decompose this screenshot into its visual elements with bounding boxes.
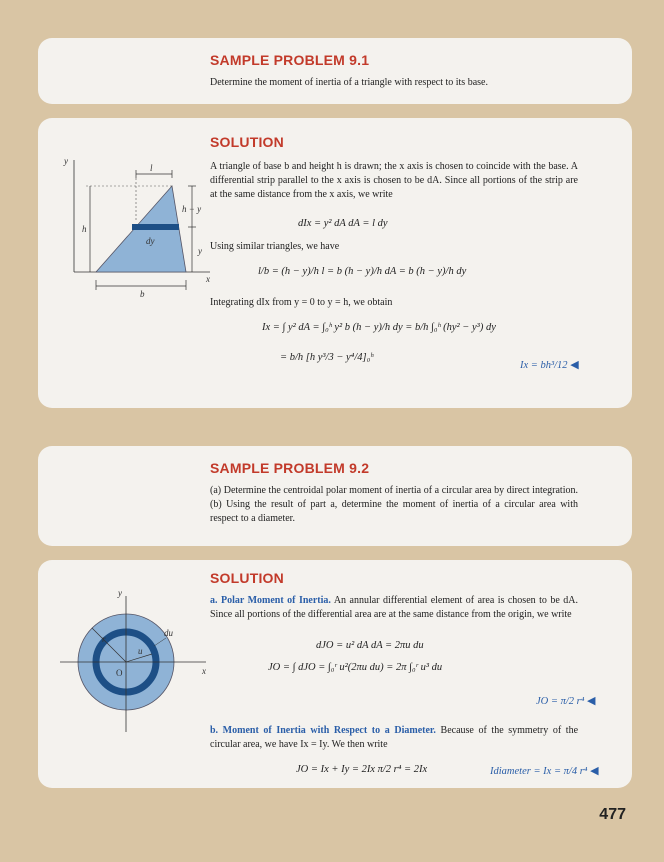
part-a-text: An annular differential element of area is chosen to be dA. Since all portions of the differential area are at the same distance from the origin, we write xyxy=(210,595,578,620)
solution2-eq2: JO = ∫ dJO = ∫₀ʳ u²(2πu du) = 2π ∫₀ʳ u³ du xyxy=(268,662,443,673)
answer-a-value: JO = π/2 r⁴ xyxy=(536,696,585,707)
problem2-statement: (a) Determine the centroidal polar moment of inertia of a circular area by direct integration. (b) Using the result of part a, determine the moment of inertia of a circular area with respect to a diameter. xyxy=(210,485,578,524)
diagram1-b-label: b xyxy=(140,289,145,299)
solution2-title: SOLUTION xyxy=(210,570,284,586)
solution2-part-a xyxy=(210,594,578,622)
answer-a-triangle-icon: ◀ xyxy=(587,695,596,707)
problem2-title: SAMPLE PROBLEM 9.2 xyxy=(210,460,370,476)
problem1-title: SAMPLE PROBLEM 9.1 xyxy=(210,52,370,68)
diagram1-y-label: y xyxy=(64,156,68,166)
problem1-panel xyxy=(38,38,632,104)
part-a-label: a. Polar Moment of Inertia. xyxy=(210,595,331,606)
diagram1-dy-label: dy xyxy=(146,236,155,246)
diagram1-x-label: x xyxy=(206,274,210,284)
diagram2-origin-label: O xyxy=(116,668,123,678)
solution1-similar: Using similar triangles, we have xyxy=(210,241,340,252)
solution1-title: SOLUTION xyxy=(210,134,284,150)
solution2-answer-b xyxy=(490,764,599,777)
answer-triangle-icon: ◀ xyxy=(570,359,579,371)
solution1-eq4: = b/h [h y³/3 − y⁴/4]₀ʰ xyxy=(280,352,374,363)
problem1-statement: Determine the moment of inertia of a triangle with respect to its base. xyxy=(210,77,488,88)
solution2-eq1: dJO = u² dA dA = 2πu du xyxy=(316,640,424,651)
triangle-diagram xyxy=(60,150,220,300)
solution1-intro: A triangle of base b and height h is drawn; the x axis is chosen to coincide with the base. A differential strip parallel to the x axis is chosen to be dA. Since all portions of the strip are at the same distance from the x axis, we write xyxy=(210,161,578,200)
diagram2-r-label: r xyxy=(102,634,106,644)
answer-value: Ix = bh³/12 xyxy=(520,360,568,371)
solution1-eq3: Ix = ∫ y² dA = ∫₀ʰ y² b (h − y)/h dy = b/h ∫₀ʰ (hy² − y³) dy xyxy=(262,322,496,333)
solution2-answer-a xyxy=(536,694,595,707)
solution1-answer xyxy=(520,358,579,371)
part-b-text: Because of the symmetry of the circular area, we have Ix = Iy. We then write xyxy=(210,725,579,750)
diagram2-x-label: x xyxy=(202,666,206,676)
diagram1-h-label: h xyxy=(82,224,87,234)
diagram1-yv-label: y xyxy=(198,246,202,256)
solution1-eq2: l/b = (h − y)/h l = b (h − y)/h dA = b (h − y)/h dy xyxy=(258,266,467,277)
differential-strip xyxy=(132,224,179,230)
page-number: 477 xyxy=(599,806,626,823)
circle-diagram xyxy=(56,582,216,742)
diagram2-u-label: u xyxy=(138,646,143,656)
solution2-eq3: JO = Ix + Iy = 2Ix π/2 r⁴ = 2Ix xyxy=(296,764,428,775)
solution1-eq1: dIx = y² dA dA = l dy xyxy=(298,218,388,229)
diagram1-l-label: l xyxy=(150,163,153,173)
part-b-label: b. Moment of Inertia with Respect to a Diameter. xyxy=(210,725,436,736)
answer-b-value: Idiameter = Ix = π/4 r⁴ xyxy=(490,766,588,777)
answer-b-triangle-icon: ◀ xyxy=(590,765,599,777)
diagram1-hy-label: h − y xyxy=(182,204,202,214)
diagram2-du-label: du xyxy=(164,628,173,638)
solution2-part-b xyxy=(210,724,578,752)
diagram2-y-label: y xyxy=(118,588,122,598)
solution1-integrating: Integrating dIx from y = 0 to y = h, we obtain xyxy=(210,297,393,308)
